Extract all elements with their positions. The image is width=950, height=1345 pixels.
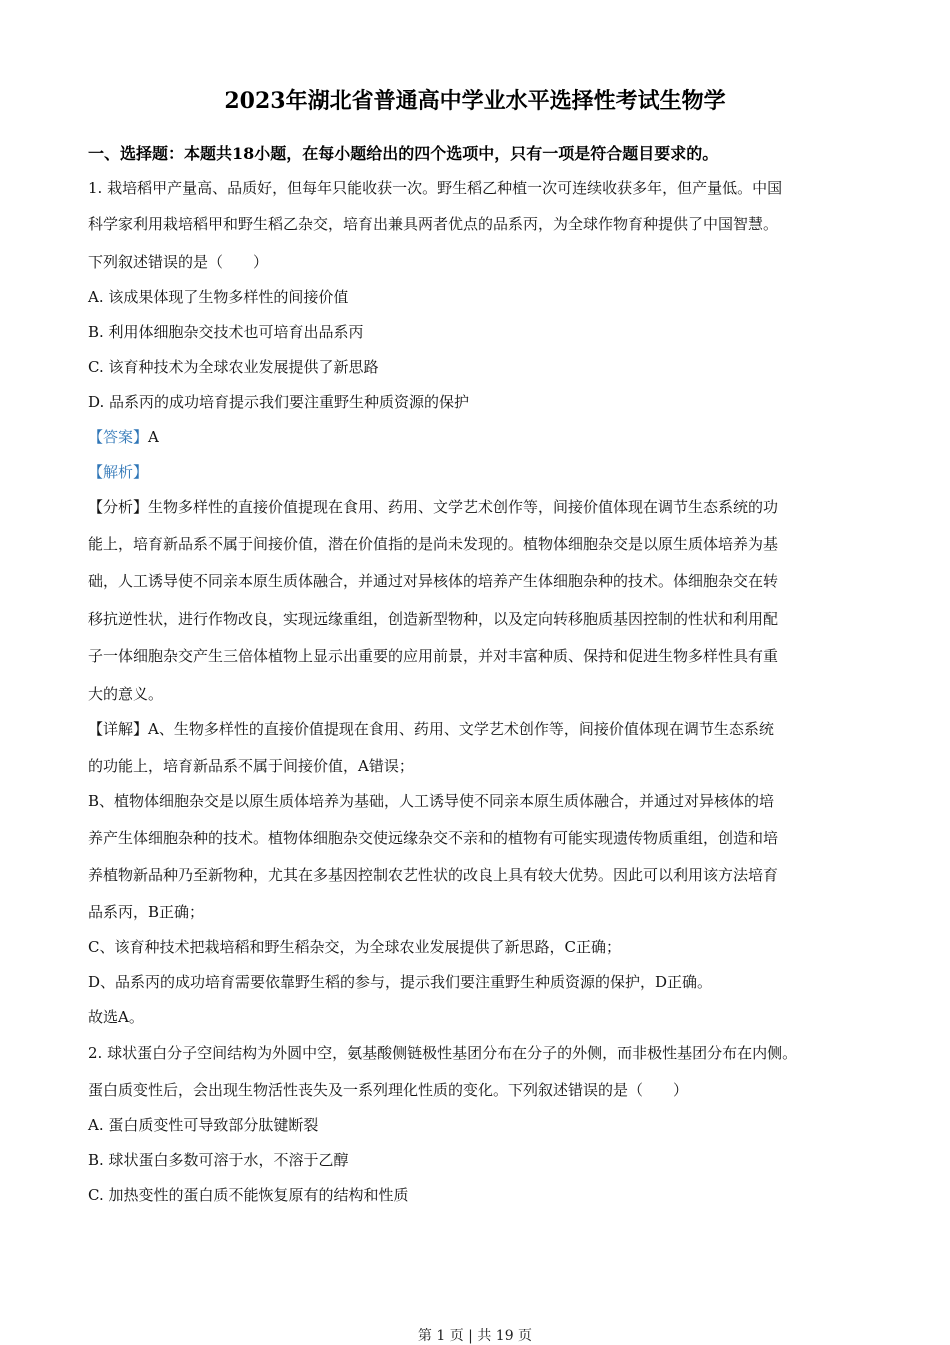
q1-fenxi-line: 础，人工诱导使不同亲本原生质体融合，并通过对异核体的培养产生体细胞杂种的技术。体细胞杂交在转 [88,572,779,590]
q1-stem-line: 1. 栽培稻甲产量高、品质好，但每年只能收获一次。野生稻乙种植一次可连续收获多年，但产量低。中国 [88,179,783,197]
q1-xiangjie-line [88,719,774,739]
fenxi-text: 生物多样性的直接价值提现在食用、药用、文学艺术创作等，间接价值体现在调节生态系统的功 [148,498,779,516]
q1-fenxi-line [88,497,778,517]
q1-analysis-heading [88,462,148,482]
page-footer: 第 1 页 | 共 19 页 [417,1328,533,1344]
q1-fenxi-line: 大的意义。 [88,685,164,703]
q1-xiangjie-line: 的功能上，培育新品系不属于间接价值，A错误； [88,757,414,775]
section-heading: 一、选择题：本题共18小题，在每小题给出的四个选项中，只有一项是符合题目要求的。 [88,144,719,163]
xiangjie-text: A、生物多样性的直接价值提现在食用、药用、文学艺术创作等，间接价值体现在调节生态系统 [148,720,774,738]
q1-fenxi-line: 子一体细胞杂交产生三倍体植物上显示出重要的应用前景，并对丰富种质、保持和促进生物多样性具有重 [88,647,779,665]
q2-stem-line: 蛋白质变性后，会出现生物活性丧失及一系列理化性质的变化。下列叙述错误的是（ ） [88,1081,689,1099]
answer-label: 【答案】 [88,428,149,446]
q1-option-b: B. 利用体细胞杂交技术也可培育出品系丙 [88,323,364,341]
q1-conclusion: 故选A。 [88,1008,144,1026]
q1-fenxi-line: 移抗逆性状，进行作物改良，实现远缘重组，创造新型物种，以及定向转移胞质基因控制的性状和利用配 [88,610,779,628]
q1-xiangjie-line: 养产生体细胞杂种的技术。植物体细胞杂交使远缘杂交不亲和的植物有可能实现遗传物质重组，创造和培 [88,829,779,847]
q2-stem-line: 2. 球状蛋白分子空间结构为外圆中空，氨基酸侧链极性基团分布在分子的外侧，而非极性基团分布在内侧。 [88,1044,798,1062]
q1-option-a: A. 该成果体现了生物多样性的间接价值 [88,288,349,306]
q1-xiangjie-line: 品系丙，B正确； [88,903,205,921]
q1-xiangjie-line: C、该育种技术把栽培稻和野生稻杂交，为全球农业发展提供了新思路，C正确； [88,938,621,956]
q2-option-b: B. 球状蛋白多数可溶于水，不溶于乙醇 [88,1151,349,1169]
q2-option-a: A. 蛋白质变性可导致部分肽键断裂 [88,1116,319,1134]
q1-answer [88,427,159,447]
q1-xiangjie-line: D、品系丙的成功培育需要依靠野生稻的参与，提示我们要注重野生种质资源的保护，D正确。 [88,973,713,991]
q2-option-c: C. 加热变性的蛋白质不能恢复原有的结构和性质 [88,1186,409,1204]
q1-xiangjie-line: 养植物新品种乃至新物种，尤其在多基因控制农艺性状的改良上具有较大优势。因此可以利用该方法培育 [88,866,779,884]
xiangjie-label: 【详解】 [88,720,149,738]
analysis-label: 【解析】 [88,463,149,481]
q1-option-c: C. 该育种技术为全球农业发展提供了新思路 [88,358,379,376]
q1-fenxi-line: 能上，培育新品系不属于间接价值，潜在价值指的是尚未发现的。植物体细胞杂交是以原生质体培养为基 [88,535,779,553]
fenxi-label: 【分析】 [88,498,149,516]
q1-option-d: D. 品系丙的成功培育提示我们要注重野生种质资源的保护 [88,393,470,411]
document-title: 2023年湖北省普通高中学业水平选择性考试生物学 [224,88,726,114]
q1-xiangjie-line: B、植物体细胞杂交是以原生质体培养为基础，人工诱导使不同亲本原生质体融合，并通过对异核体的培 [88,792,775,810]
q1-stem-line: 下列叙述错误的是（ ） [88,253,269,271]
q1-stem-line: 科学家利用栽培稻甲和野生稻乙杂交，培育出兼具两者优点的品系丙，为全球作物育种提供了中国智慧。 [88,215,779,233]
answer-value: A [148,428,159,446]
